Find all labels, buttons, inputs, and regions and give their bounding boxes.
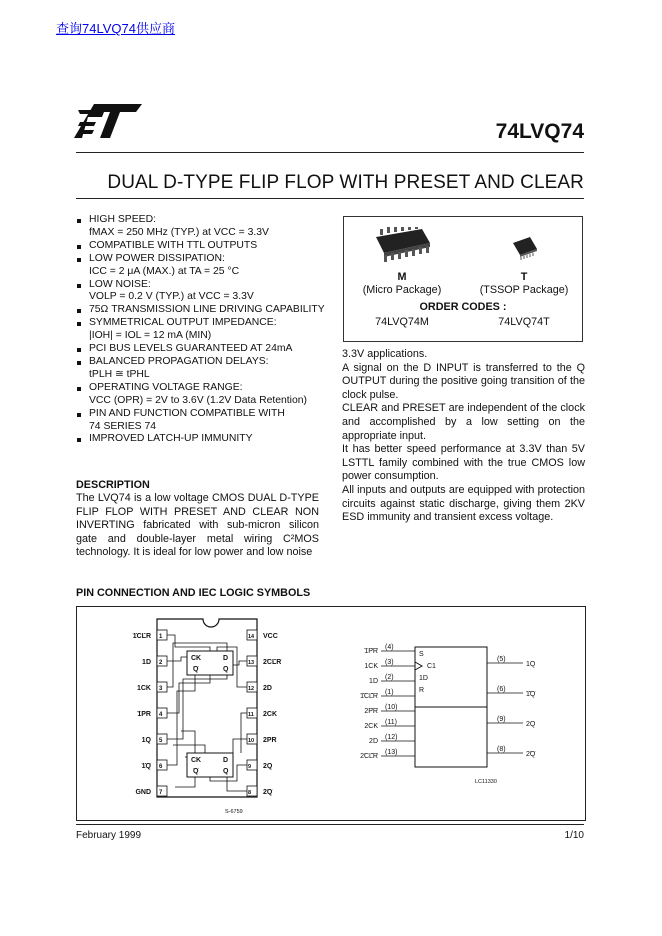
pin-label: 1Q: [141, 763, 151, 770]
pin-label: 2D: [263, 685, 272, 692]
pin-label: 2CLR: [263, 659, 282, 666]
pin-number: 12: [248, 686, 255, 692]
iec-output-number: (5): [497, 656, 506, 663]
pin-label: 2Q: [263, 763, 273, 770]
pin-number: 11: [248, 712, 254, 718]
ff2-ck-label: CK: [191, 757, 202, 764]
ff2-d-label: D: [223, 757, 229, 764]
pin-number: 14: [248, 634, 255, 640]
description-text: The LVQ74 is a low voltage CMOS DUAL D-TYPE FLIP FLOP WITH PRESET AND CLEAR NON INVERTING fabricated with sub-micron silicon gate and double-layer metal wiring C²MOS technology. It is ideal for low power and low noise: [76, 492, 319, 559]
ff2-q-label: Q: [223, 768, 229, 775]
iec-input-number: (13): [385, 749, 398, 756]
title-rule: [76, 198, 584, 199]
iec-input-label: 2PR: [364, 708, 378, 715]
iec-block-2: [415, 707, 487, 767]
iec-output-number: (8): [497, 746, 506, 753]
internal-wiring: [167, 635, 247, 791]
pin-number: 10: [248, 738, 255, 744]
iec-input-label: 2CLR: [360, 753, 378, 760]
package-m-name: (Micro Package): [362, 284, 442, 296]
ff1-ck-label: CK: [191, 655, 202, 662]
pin-number: 2: [159, 660, 163, 666]
pin-label: 2PR: [263, 737, 277, 744]
order-codes-label: ORDER CODES :: [419, 301, 507, 313]
iec-output-label: 1Q: [526, 661, 536, 668]
description-continued: [342, 348, 585, 525]
iec-output-number: (9): [497, 716, 506, 723]
right-pin-group: [247, 630, 281, 796]
feature-item: HIGH SPEED: fMAX = 250 MHz (TYP.) at VCC = 3.3V: [76, 214, 326, 240]
package-t-letter: T: [520, 271, 528, 283]
iec-input-number: (3): [385, 659, 394, 666]
iec-input-number: (4): [385, 644, 394, 651]
ff1-d-label: D: [223, 655, 229, 662]
feature-item: SYMMETRICAL OUTPUT IMPEDANCE: |IOH| = IOL = 12 mA (MIN): [76, 317, 326, 343]
pin-number: 4: [159, 712, 163, 718]
package-t-name: (TSSOP Package): [479, 284, 569, 296]
feature-item: LOW NOISE: VOLP = 0.2 V (TYP.) at VCC = 3.3V: [76, 279, 326, 305]
package-box: [343, 216, 583, 342]
iec-output-label: 2Q: [526, 751, 536, 758]
iec-input-label: 1D: [369, 678, 378, 685]
pin-label: 2Q: [263, 789, 273, 796]
iec-input-label: 1CK: [364, 663, 378, 670]
header-rule: [76, 152, 584, 153]
feature-item: BALANCED PROPAGATION DELAYS: tPLH ≅ tPHL: [76, 356, 326, 382]
iec-input-number: (11): [385, 719, 397, 726]
footer-rule: [76, 824, 584, 825]
order-code-t: 74LVQ74T: [498, 316, 550, 328]
feature-item: PIN AND FUNCTION COMPATIBLE WITH 74 SERIES 74: [76, 408, 326, 434]
iec-input-group: [360, 644, 415, 760]
description-paragraph: It has better speed performance at 3.3V than 5V LSTTL family combined with the true CMOS low power consumption.: [342, 443, 585, 483]
pin-label: 1CLR: [132, 633, 151, 640]
so-package-icon: [372, 227, 434, 265]
pin-number: 5: [159, 738, 163, 744]
description-paragraph: 3.3V applications.: [342, 348, 428, 360]
document-title: DUAL D-TYPE FLIP FLOP WITH PRESET AND CLEAR: [107, 172, 584, 193]
pin-number: 13: [248, 660, 255, 666]
pin-number: 7: [159, 790, 163, 796]
pin-number: 6: [159, 764, 163, 770]
feature-item: PCI BUS LEVELS GUARANTEED AT 24mA: [76, 343, 326, 356]
order-code-m: 74LVQ74M: [375, 316, 429, 328]
tssop-package-icon: [510, 235, 540, 261]
feature-item: 75Ω TRANSMISSION LINE DRIVING CAPABILITY: [76, 304, 326, 317]
feature-list: [76, 214, 326, 446]
pin-label: GND: [135, 789, 151, 796]
drawing-code: S-6759: [225, 809, 243, 815]
iec-output-group: [487, 656, 536, 758]
pin-label: VCC: [263, 633, 278, 640]
clock-triangle-icon: [415, 662, 422, 670]
iec-s-label: S: [419, 651, 424, 658]
iec-input-number: (1): [385, 689, 394, 696]
pin-label: 1Q: [141, 737, 151, 744]
iec-d-label: 1D: [419, 675, 428, 682]
pin-number: 9: [248, 764, 252, 770]
iec-output-label: 2Q: [526, 721, 536, 728]
part-number: 74LVQ74: [495, 120, 584, 143]
pin-label: 1PR: [137, 711, 151, 718]
st-logo-icon: [74, 100, 144, 140]
feature-item: OPERATING VOLTAGE RANGE: VCC (OPR) = 2V to 3.6V (1.2V Data Retention): [76, 382, 326, 408]
ff1-qbar-label: Q: [193, 666, 199, 673]
footer-page: 1/10: [564, 830, 584, 841]
package-m-letter: M: [397, 271, 407, 283]
footer-date: February 1999: [76, 830, 142, 841]
iec-input-label: 1PR: [364, 648, 378, 655]
ff1-q-label: Q: [223, 666, 229, 673]
iec-input-label: 1CLR: [360, 693, 378, 700]
dip-package-outline: [157, 619, 257, 797]
iec-drawing-code: LC11330: [475, 779, 497, 785]
pin-number: 8: [248, 790, 252, 796]
pin-section-heading: PIN CONNECTION AND IEC LOGIC SYMBOLS: [76, 587, 311, 599]
left-pin-group: [133, 630, 167, 796]
ff2-qbar-label: Q: [193, 768, 199, 775]
supplier-link[interactable]: 查询74LVQ74供应商: [56, 21, 175, 36]
feature-item: IMPROVED LATCH-UP IMMUNITY: [76, 433, 326, 446]
pin-label: 1CK: [136, 685, 151, 692]
description-paragraph: All inputs and outputs are equipped with protection circuits against static discharge, giving them 2KV ESD immunity and transient excess voltage.: [342, 483, 585, 524]
iec-input-number: (10): [385, 704, 398, 711]
description-paragraph: CLEAR and PRESET are independent of the clock and accomplished by a low setting on the appropriate input.: [342, 402, 585, 442]
iec-c1-label: C1: [427, 663, 436, 670]
iec-input-number: (12): [385, 734, 398, 741]
pin-number: 3: [159, 686, 163, 692]
description-heading: DESCRIPTION: [76, 479, 150, 491]
description-paragraph: A signal on the D INPUT is transferred to the Q OUTPUT during the positive going transition of the clock pulse.: [342, 361, 585, 401]
pin-label: 2CK: [263, 711, 278, 718]
iec-input-number: (2): [385, 674, 394, 681]
feature-item: LOW POWER DISSIPATION: ICC = 2 μA (MAX.) at TA = 25 °C: [76, 253, 326, 279]
iec-r-label: R: [419, 687, 425, 694]
pin-diagrams: [77, 607, 587, 822]
iec-output-label: 1Q: [526, 691, 536, 698]
iec-input-label: 2CK: [364, 723, 378, 730]
pin-number: 1: [159, 634, 163, 640]
iec-input-label: 2D: [369, 738, 378, 745]
iec-output-number: (6): [497, 686, 506, 693]
pin-diagram-frame: [76, 606, 586, 821]
pin-label: 1D: [142, 659, 151, 666]
feature-item: COMPATIBLE WITH TTL OUTPUTS: [76, 240, 326, 253]
